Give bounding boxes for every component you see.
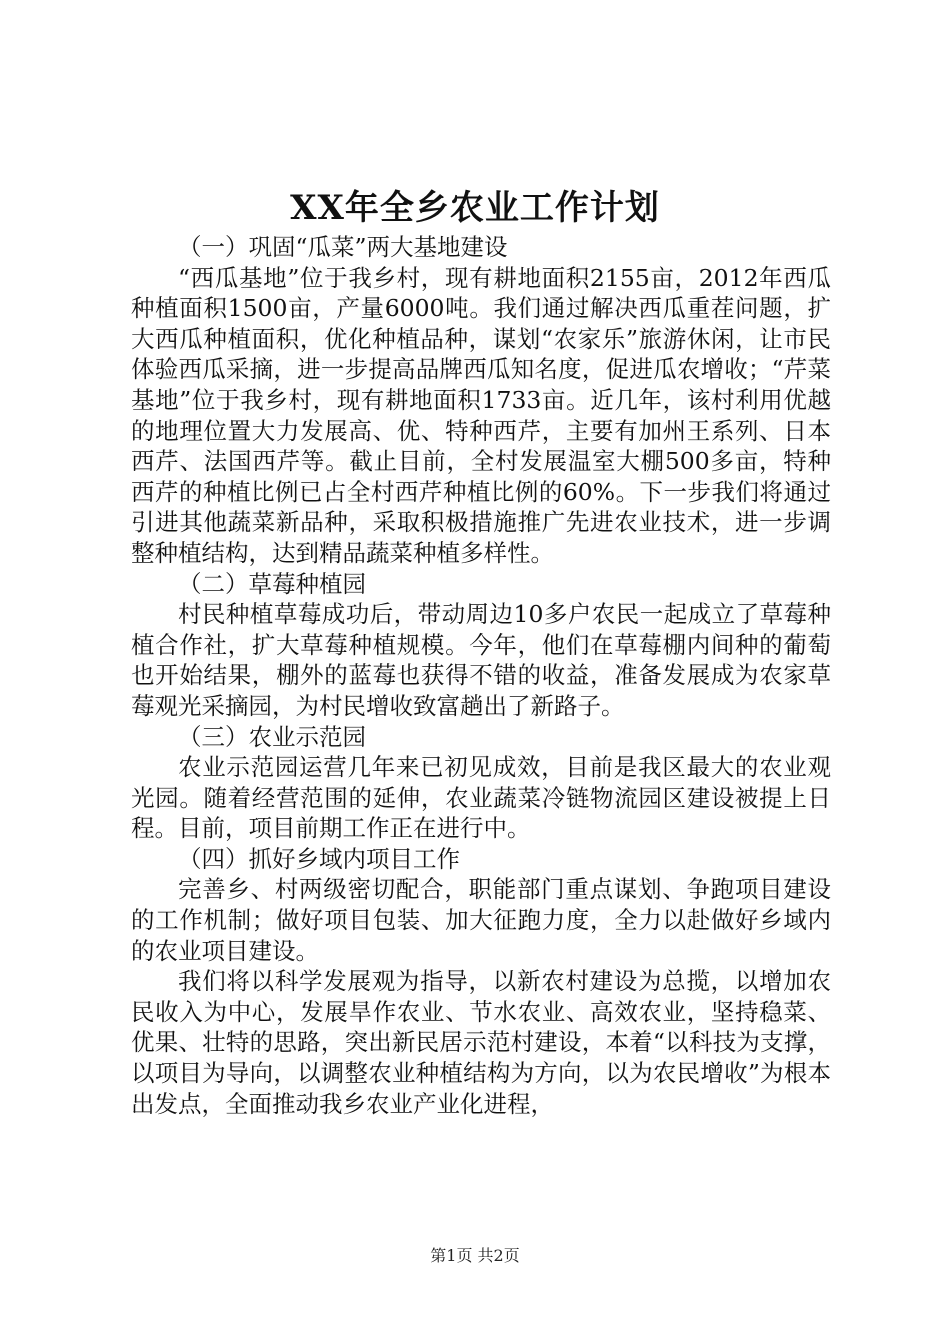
page-title: XX年全乡农业工作计划 — [290, 188, 660, 228]
paragraph-5: 我们将以科学发展观为指导，以新农村建设为总揽，以增加农民收入为中心，发展旱作农业、节水农业、高效农业，坚持稳菜、优果、壮特的思路，突出新民居示范村建设，本着“以科技为支撑，以项目为导向，以调整农业种植结构为方向，以为农民增收”为根本出发点，全面推动我乡农业产业化进程， — [131, 967, 831, 1118]
paragraph-4: 完善乡、村两级密切配合，职能部门重点谋划、争跑项目建设的工作机制；做好项目包装、加大征跑力度，全力以赴做好乡域内的农业项目建设。 — [131, 875, 831, 965]
paragraph-1: “西瓜基地”位于我乡村，现有耕地面积2155亩，2012年西瓜种植面积1500亩，产量6000吨。我们通过解决西瓜重茬问题，扩大西瓜种植面积，优化种植品种，谋划“农家乐”旅游休闲，让市民体验西瓜采摘，进一步提高品牌西瓜知名度，促进瓜农增收；“芹菜基地”位于我乡村，现有耕地面积1733亩。近几年，该村利用优越的地理位置大力发展高、优、特种西芹，主要有加州王系列、日本西芹、法国西芹等。截止目前，全村发展温室大棚500多亩，特种西芹的种植比例已占全村西芹种植比例的60%。下一步我们将通过引进其他蔬菜新品种，采取积极措施推广先进农业技术，进一步调整种植结构，达到精品蔬菜种植多样性。 — [131, 263, 831, 567]
document-body — [131, 232, 831, 1119]
paragraph-2: 村民种植草莓成功后，带动周边10多户农民一起成立了草莓种植合作社，扩大草莓种植规模。今年，他们在草莓棚内间种的葡萄也开始结果，棚外的蓝莓也获得不错的收益，准备发展成为农家草莓观光采摘园，为村民增收致富趟出了新路子。 — [131, 600, 831, 720]
page-footer: 第1页 共2页 — [430, 1246, 520, 1265]
paragraph-3: 农业示范园运营几年来已初见成效，目前是我区最大的农业观光园。随着经营范围的延伸，农业蔬菜冷链物流园区建设被提上日程。目前，项目前期工作正在进行中。 — [131, 753, 831, 843]
section-heading-1: （一）巩固“瓜菜”两大基地建设 — [178, 233, 508, 261]
section-heading-4: （四）抓好乡域内项目工作 — [178, 844, 460, 873]
section-heading-2: （二）草莓种植园 — [178, 569, 366, 598]
section-heading-3: （三）农业示范园 — [178, 722, 366, 751]
